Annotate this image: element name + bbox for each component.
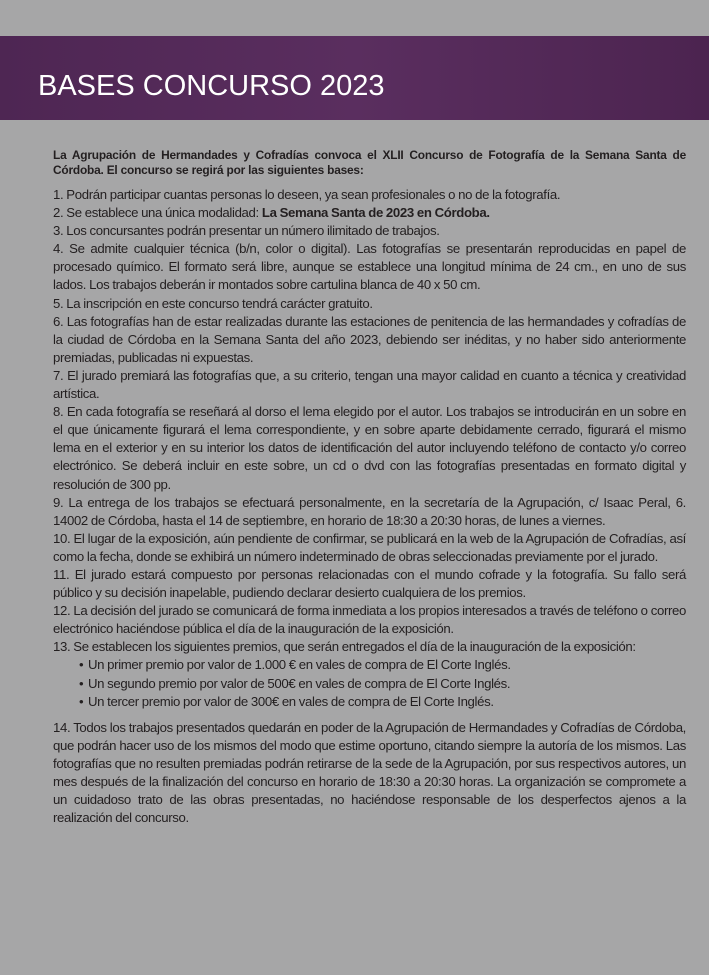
rule-13: 13. Se establecen los siguientes premios, que serán entregados el día de la inauguración de la exposición: <box>53 639 636 655</box>
rule-2-modality: La Semana Santa de 2023 en Córdoba. <box>261 205 490 221</box>
rules-content <box>53 148 686 827</box>
rule-11: 11. El jurado estará compuesto por personas relacionadas con el mundo cofrade y la fotografía. Su fallo será público y su decisión inapelable, pudiendo declarar desierto cualquiera de los premios. <box>53 566 686 601</box>
prize-text: Un tercer premio por valor de 300€ en vales de compra de El Corte Inglés. <box>88 693 494 709</box>
bullet-icon: • <box>79 657 84 673</box>
rule-8: 8. En cada fotografía se reseñará al dorso el lema elegido por el autor. Los trabajos se introducirán en un sobre en el que únicamente figurará el lema correspondiente, y en sobre aparte debidamente cerrado, figurará el mismo lema en el exterior y en su interior los datos de identificación del autor incluyendo teléfono de contacto y/o correo electrónico. Se deberá incluir en este sobre, un cd o dvd con las fotografías presentadas en formato digital y resolución de 300 pp. <box>53 404 686 492</box>
rule-5: 5. La inscripción en este concurso tendrá carácter gratuito. <box>53 295 373 311</box>
rule-9: 9. La entrega de los trabajos se efectuará personalmente, en la secretaría de la Agrupación, c/ Isaac Peral, 6. 14002 de Córdoba, hasta el 14 de septiembre, en horario de 18:30 a 20:30 horas, de lunes a viernes. <box>53 494 686 528</box>
prize-text: Un primer premio por valor de 1.000 € en vales de compra de El Corte Inglés. <box>88 657 511 673</box>
header-band <box>0 36 709 120</box>
rule-6: 6. Las fotografías han de estar realizadas durante las estaciones de penitencia de las hermandades y cofradías de la ciudad de Córdoba en la Semana Santa del año 2023, debiendo ser inéditas, y no haber sido anteriormente premiadas, publicadas ni expuestas. <box>53 313 686 365</box>
prize-text: Un segundo premio por valor de 500€ en vales de compra de El Corte Inglés. <box>88 675 511 691</box>
rule-14: 14. Todos los trabajos presentados quedarán en poder de la Agrupación de Hermandades y Cofradías de Córdoba, que podrán hacer uso de los mismos del modo que estime oportuno, citando siempre la autoría de los mismos. Las fotografías que no resulten premiadas podrán retirarse de la sede de la Agrupación, por sus respectivos autores, un mes después de la finalización del concurso en horario de 18:30 a 20:30 horas. La organización se compromete a un cuidadoso trato de las obras presentadas, no haciéndose responsable de los desperfectos ajenos a la realización del concurso. <box>53 719 686 826</box>
rule-3: 3. Los concursantes podrán presentar un número ilimitado de trabajos. <box>53 223 440 239</box>
rule-12: 12. La decisión del jurado se comunicará de forma inmediata a los propios interesados a través de teléfono o correo electrónico haciéndose pública el día de la inauguración de la exposición. <box>53 603 686 637</box>
prize-item-first <box>79 656 686 674</box>
bullet-icon: • <box>79 693 84 709</box>
prizes-list <box>53 656 686 710</box>
rule-2 <box>53 204 686 222</box>
rule-7: 7. El jurado premiará las fotografías que, a su criterio, tengan una mayor calidad en cuanto a técnica y creatividad artística. <box>53 367 686 402</box>
rule-1: 1. Podrán participar cuantas personas lo deseen, ya sean profesionales o no de la fotografía. <box>53 187 561 202</box>
prize-item-second <box>79 675 686 693</box>
rule-2-prefix: 2. Se establece una única modalidad: <box>53 205 262 221</box>
rule-10: 10. El lugar de la exposición, aún pendiente de confirmar, se publicará en la web de la Agrupación de Cofradías, así como la fecha, donde se exhibirá un número indeterminado de obras seleccionadas previamente por el jurado. <box>53 530 686 564</box>
intro-paragraph: La Agrupación de Hermandades y Cofradías convoca el XLII Concurso de Fotografía de la Semana Santa de Córdoba. El concurso se regirá por las siguientes bases: <box>53 148 686 177</box>
page-title: BASES CONCURSO 2023 <box>38 70 385 102</box>
rule-4: 4. Se admite cualquier técnica (b/n, color o digital). Las fotografías se presentarán reproducidas en papel de procesado químico. El formato será libre, aunque se establece una longitud mínima de 24 cm., en uno de sus lados. Los trabajos deberán ir montados sobre cartulina blanca de 40 x 50 cm. <box>53 241 686 293</box>
prize-item-third <box>79 693 686 711</box>
rules-list <box>53 186 686 656</box>
bullet-icon: • <box>79 675 84 691</box>
